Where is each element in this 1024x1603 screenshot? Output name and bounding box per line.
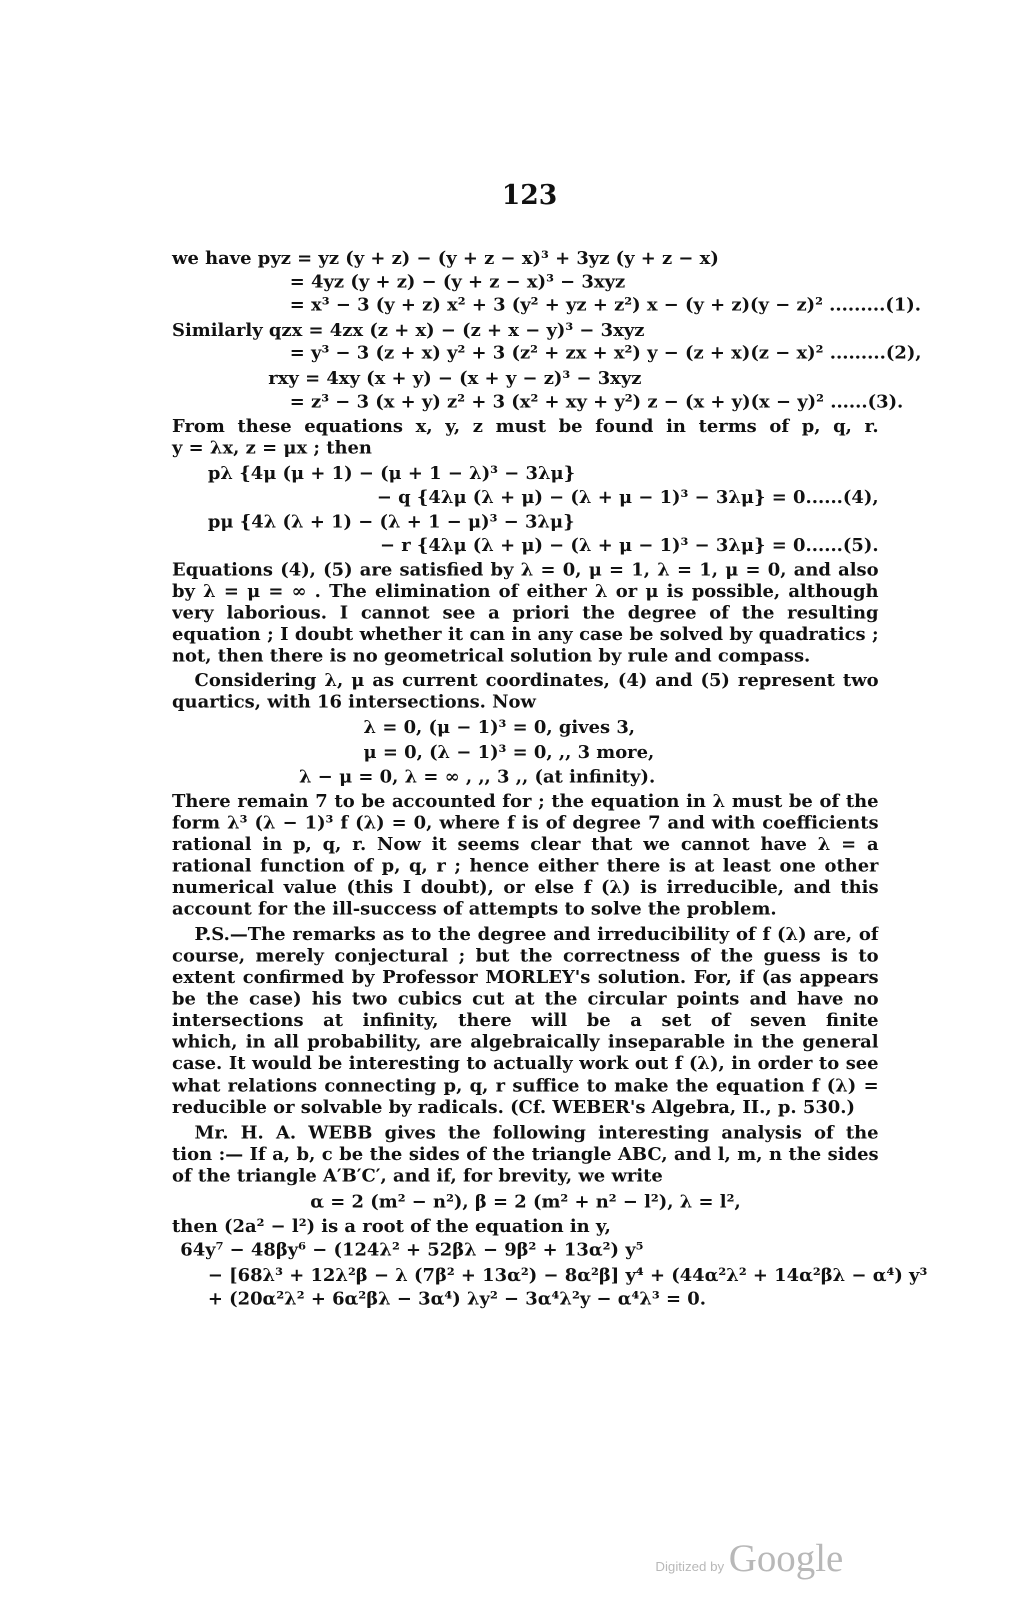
- text-line: numerical value (this I doubt), or else f (λ) is irreducible, and this: [172, 877, 879, 899]
- text-line: Similarly qzx = 4zx (z + x) − (z + x − y)³ − 3xyz: [172, 320, 645, 341]
- text-line: From these equations x, y, z must be found in terms of p, q, r.: [172, 416, 879, 438]
- text-line: account for the ill-success of attempts to solve the problem.: [172, 899, 777, 920]
- text-line: Considering λ, μ as current coordinates, (4) and (5) represent two: [194, 670, 879, 692]
- text-line: reducible or solvable by radicals. (Cf. WEBER's Algebra, II., p. 530.): [172, 1097, 855, 1119]
- text-line: μ = 0, (λ − 1)³ = 0, ,, 3 more,: [363, 742, 655, 763]
- watermark-prefix: Digitized by: [655, 1558, 725, 1574]
- text-line: y = λx, z = μx ; then: [172, 438, 372, 459]
- text-line: pμ {4λ (λ + 1) − (λ + 1 − μ)³ − 3λμ}: [207, 512, 575, 533]
- text-line: − r {4λμ (λ + μ) − (λ + μ − 1)³ − 3λμ} = 0......(5).: [379, 535, 879, 557]
- text-line: of the triangle A′B′C′, and if, for brevity, we write: [172, 1166, 663, 1187]
- text-line: Equations (4), (5) are satisfied by λ = 0, μ = 1, λ = 1, μ = 0, and also: [172, 560, 879, 581]
- text-line: then (2a² − l²) is a root of the equation in y,: [172, 1216, 611, 1237]
- page-number: 123: [501, 180, 558, 211]
- text-line: = z³ − 3 (x + y) z² + 3 (x² + xy + y²) z − (x + y)(x − y)² ......(3).: [289, 392, 904, 413]
- text-line: − [68λ³ + 12λ²β − λ (7β² + 13α²) − 8α²β] y⁴ + (44α²λ² + 14α²βλ − α⁴) y³: [207, 1265, 928, 1287]
- text-line: course, merely conjectural ; but the correctness of the guess is to: [172, 946, 879, 967]
- text-line: Mr. H. A. WEBB gives the following interesting analysis of the: [194, 1123, 879, 1144]
- text-line: λ − μ = 0, λ = ∞ , ,, 3 ,, (at infinity).: [299, 766, 656, 788]
- text-line: be the case) his two cubics cut at the circular points and have no: [172, 989, 879, 1010]
- text-line: equation ; I doubt whether it can in any case be solved by quadratics ;: [172, 624, 879, 646]
- text-line: − q {4λμ (λ + μ) − (λ + μ − 1)³ − 3λμ} = 0......(4),: [376, 487, 879, 508]
- text-line: form λ³ (λ − 1)³ f (λ) = 0, where f is of degree 7 and with coefficients: [172, 813, 879, 834]
- text-line: not, then there is no geometrical solution by rule and compass.: [172, 646, 811, 667]
- text-line: = x³ − 3 (y + z) x² + 3 (y² + yz + z²) x − (y + z)(y − z)² .........(1).: [289, 294, 922, 316]
- text-line: α = 2 (m² − n²), β = 2 (m² + n² − l²), λ = l²,: [310, 1191, 741, 1213]
- text-line: quartics, with 16 intersections. Now: [172, 692, 536, 713]
- text-line: = 4yz (y + z) − (y + z − x)³ − 3xyz: [289, 272, 626, 293]
- text-line: what relations connecting p, q, r suffice to make the equation f (λ) =: [172, 1076, 879, 1097]
- text-line: tion :— If a, b, c be the sides of the triangle ABC, and l, m, n the sides: [172, 1144, 879, 1166]
- text-line: by λ = μ = ∞ . The elimination of either λ or μ is possible, although: [172, 581, 879, 603]
- text-line: very laborious. I cannot see a priori the degree of the resulting: [172, 603, 879, 624]
- text-line: which, in all probability, are algebraically inseparable in the general: [172, 1032, 879, 1053]
- text-line: = y³ − 3 (z + x) y² + 3 (z² + zx + x²) y − (z + x)(z − x)² .........(2),: [289, 343, 922, 364]
- text-line: we have pyz = yz (y + z) − (y + z − x)³ + 3yz (y + z − x): [172, 248, 719, 270]
- text-line: + (20α²λ² + 6α²βλ − 3α⁴) λy² − 3α⁴λ²y − α⁴λ³ = 0.: [207, 1289, 706, 1310]
- text-line: rxy = 4xy (x + y) − (x + y − z)³ − 3xyz: [268, 368, 642, 390]
- text-line: case. It would be interesting to actually work out f (λ), in order to see: [172, 1053, 879, 1075]
- text-line: rational in p, q, r. Now it seems clear that we cannot have λ = a: [172, 834, 879, 856]
- text-line: P.S.—The remarks as to the degree and irreducibility of f (λ) are, of: [194, 924, 879, 946]
- digitized-by-google-watermark: [655, 1536, 843, 1581]
- text-line: 64y⁷ − 48βy⁶ − (124λ² + 52βλ − 9β² + 13α²) y⁵: [180, 1240, 644, 1261]
- text-line: pλ {4μ (μ + 1) − (μ + 1 − λ)³ − 3λμ}: [207, 463, 576, 485]
- google-logo: Google: [728, 1537, 844, 1581]
- text-line: extent confirmed by Professor MORLEY's solution. For, if (as appears: [172, 967, 879, 989]
- text-line: λ = 0, (μ − 1)³ = 0, gives 3,: [363, 717, 636, 739]
- text-line: There remain 7 to be accounted for ; the equation in λ must be of the: [172, 791, 879, 813]
- text-line: intersections at infinity, there will be a set of seven finite: [172, 1010, 879, 1032]
- text-line: rational function of p, q, r ; hence either there is at least one other: [172, 856, 879, 877]
